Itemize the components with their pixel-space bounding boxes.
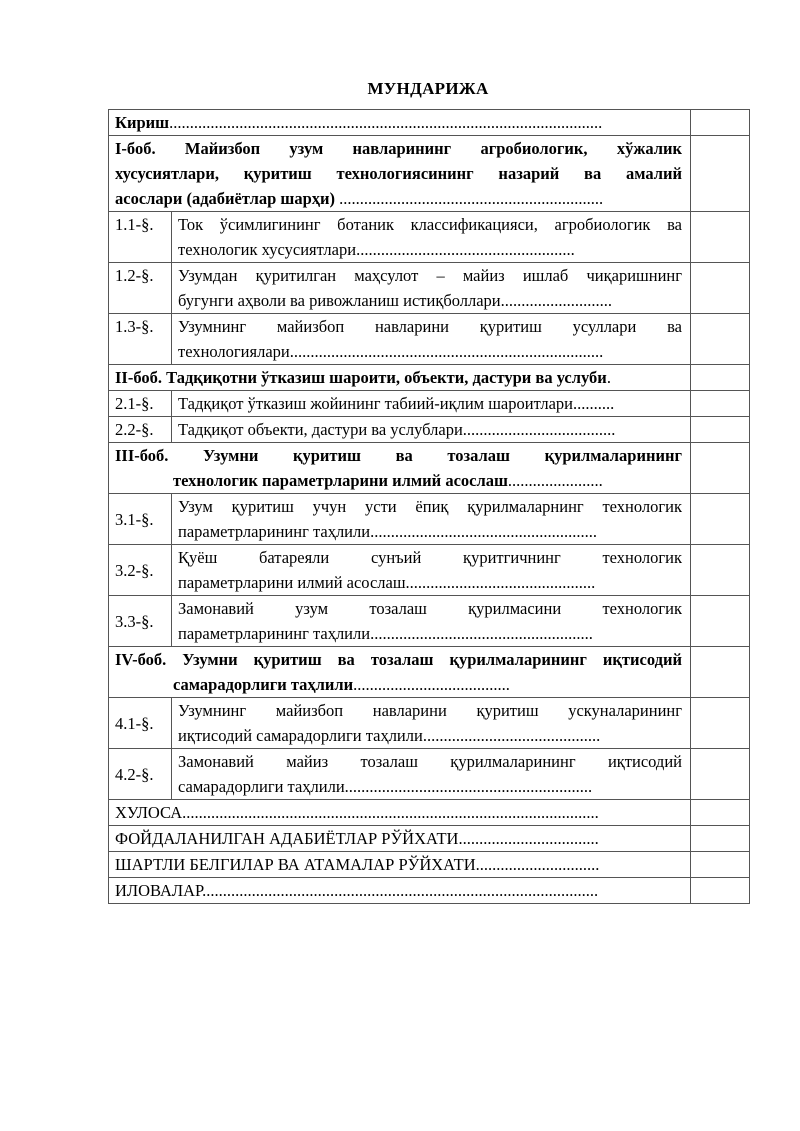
section-number: 3.3-§.	[109, 596, 172, 647]
toc-row-chapter-2	[109, 365, 750, 391]
toc-row-chapter-1	[109, 136, 750, 212]
leader-dots: .......................	[507, 471, 603, 490]
page-number-cell	[691, 136, 750, 212]
page-number-cell	[691, 212, 750, 263]
entry-line: Замонавий узум тозалаш қурилмасини технологик	[178, 599, 682, 618]
leader-dots: ..................................	[458, 829, 599, 848]
page-number-cell	[691, 749, 750, 800]
toc-row-chapter-4	[109, 647, 750, 698]
toc-row-conclusion	[109, 800, 750, 826]
page-number-cell	[691, 391, 750, 417]
page-number-cell	[691, 596, 750, 647]
leader-dots: ............................................................	[344, 777, 593, 796]
toc-entry[interactable]	[172, 212, 691, 263]
toc-entry[interactable]	[109, 443, 691, 494]
leader-dots: .....................................	[462, 420, 616, 439]
section-number: 3.2-§.	[109, 545, 172, 596]
leader-dots: ..............................	[475, 855, 600, 874]
entry-label: ШАРТЛИ БЕЛГИЛАР ВА АТАМАЛАР РЎЙХАТИ	[115, 855, 476, 874]
page-number-cell	[691, 878, 750, 904]
entry-line: параметрларининг таҳлили	[178, 522, 371, 541]
entry-line: Узум қуритиш учун усти ёпиқ қурилмаларнинг технологик	[178, 497, 682, 516]
page-number-cell	[691, 647, 750, 698]
toc-row-chapter-3	[109, 443, 750, 494]
entry-label: ИЛОВАЛАР	[115, 881, 203, 900]
page-number-cell	[691, 263, 750, 314]
toc-entry[interactable]	[172, 417, 691, 443]
entry-line: Тадқиқот ўтказиш жойининг табиий-иқлим шароитлари	[178, 394, 574, 413]
leader-dots: ......................................................	[370, 624, 593, 643]
toc-entry[interactable]	[109, 365, 691, 391]
page-number-cell	[691, 826, 750, 852]
page-number-cell	[691, 110, 750, 136]
toc-entry[interactable]	[109, 878, 691, 904]
entry-line: бугунги аҳволи ва ривожланиш истиқболлари	[178, 291, 501, 310]
page-number-cell	[691, 800, 750, 826]
entry-label: ХУЛОСА	[115, 803, 183, 822]
entry-label: Кириш	[115, 113, 170, 132]
leader-dots: ................................................................	[335, 189, 604, 208]
entry-line: Ток ўсимлигининг ботаник классификацияси, агробиологик ва	[178, 215, 682, 234]
leader-dots: .....................................................................................................	[182, 803, 599, 822]
entry-label: II-боб. Тадқиқотни ўтказиш шароити, объекти, дастури ва услуби	[115, 368, 607, 387]
entry-tail: .	[606, 368, 611, 387]
section-number: 4.2-§.	[109, 749, 172, 800]
entry-line: асослари (адабиётлар шарҳи)	[115, 189, 335, 208]
toc-row-appendices	[109, 878, 750, 904]
section-number: 3.1-§.	[109, 494, 172, 545]
entry-label: ФОЙДАЛАНИЛГАН АДАБИЁТЛАР РЎЙХАТИ	[115, 829, 459, 848]
leader-dots: .....................................................	[356, 240, 575, 259]
toc-row-section-3-1	[109, 494, 750, 545]
toc-entry[interactable]	[172, 314, 691, 365]
toc-row-section-1-1	[109, 212, 750, 263]
toc-row-section-1-2	[109, 263, 750, 314]
leader-dots: ..............................................	[405, 573, 596, 592]
toc-entry[interactable]	[172, 494, 691, 545]
entry-line: Замонавий майиз тозалаш қурилмаларининг иқтисодий	[178, 752, 682, 771]
entry-line: Узумнинг майизбоп навларини қуритиш ускуналарининг	[178, 701, 682, 720]
entry-line: технологик хусусиятлари	[178, 240, 357, 259]
page-number-cell	[691, 545, 750, 596]
entry-line: самарадорлиги таҳлили	[178, 777, 345, 796]
section-number: 1.3-§.	[109, 314, 172, 365]
leader-dots: .........................................................................................................	[169, 113, 603, 132]
section-number: 2.1-§.	[109, 391, 172, 417]
toc-row-intro	[109, 110, 750, 136]
toc-entry[interactable]	[172, 749, 691, 800]
page-number-cell	[691, 852, 750, 878]
toc-entry[interactable]	[109, 800, 691, 826]
entry-line: III-боб. Узумни қуритиш ва тозалаш қурилмаларининг	[115, 446, 682, 465]
entry-line: технологиялари	[178, 342, 290, 361]
entry-line: I-боб. Майизбоп узум навларининг агробиологик, хўжалик	[115, 139, 682, 158]
toc-entry[interactable]	[109, 826, 691, 852]
toc-row-section-2-1	[109, 391, 750, 417]
section-number: 1.1-§.	[109, 212, 172, 263]
page-number-cell	[691, 314, 750, 365]
leader-dots: ..........	[573, 394, 615, 413]
toc-entry[interactable]	[172, 263, 691, 314]
toc-row-section-3-3	[109, 596, 750, 647]
section-number: 4.1-§.	[109, 698, 172, 749]
toc-row-references	[109, 826, 750, 852]
entry-line: Қуёш батареяли сунъий қуритгичнинг технологик	[178, 548, 682, 567]
page-number-cell	[691, 698, 750, 749]
page-number-cell	[691, 443, 750, 494]
toc-row-section-2-2	[109, 417, 750, 443]
entry-line: IV-боб. Узумни қуритиш ва тозалаш қурилмаларининг иқтисодий	[115, 650, 682, 669]
leader-dots: ............................................................................	[289, 342, 604, 361]
leader-dots: ...........................................	[422, 726, 601, 745]
toc-entry[interactable]	[172, 596, 691, 647]
entry-line: технологик параметрларини илмий асослаш	[173, 471, 508, 490]
page-title: МУНДАРИЖА	[367, 79, 489, 98]
section-number: 1.2-§.	[109, 263, 172, 314]
leader-dots: ...........................	[500, 291, 613, 310]
entry-line: хусусиятлари, қуритиш технологиясининг назарий ва амалий	[115, 164, 682, 183]
page-number-cell	[691, 365, 750, 391]
toc-entry[interactable]	[172, 391, 691, 417]
page-number-cell	[691, 417, 750, 443]
toc-entry[interactable]	[109, 136, 691, 212]
section-number: 2.2-§.	[109, 417, 172, 443]
toc-row-abbreviations	[109, 852, 750, 878]
toc-row-section-4-1	[109, 698, 750, 749]
leader-dots: ......................................	[353, 675, 510, 694]
toc-entry[interactable]	[172, 545, 691, 596]
entry-line: Узумдан қуритилган маҳсулот – майиз ишлаб чиқаришнинг	[178, 266, 682, 285]
toc-entry[interactable]	[109, 852, 691, 878]
toc-entry[interactable]	[172, 698, 691, 749]
toc-row-section-3-2	[109, 545, 750, 596]
toc-row-section-1-3	[109, 314, 750, 365]
toc-table	[108, 109, 750, 904]
entry-line: самарадорлиги таҳлили	[173, 675, 354, 694]
entry-line: Узумнинг майизбоп навларини қуритиш усуллари ва	[178, 317, 682, 336]
toc-row-section-4-2	[109, 749, 750, 800]
entry-line: Тадқиқот объекти, дастури ва услублари	[178, 420, 463, 439]
entry-line: параметрларининг таҳлили	[178, 624, 371, 643]
toc-entry[interactable]	[109, 110, 691, 136]
leader-dots: ................................................................................................	[202, 881, 599, 900]
entry-line: иқтисодий самарадорлиги таҳлили	[178, 726, 423, 745]
toc-entry[interactable]	[109, 647, 691, 698]
entry-line: параметрларини илмий асослаш	[178, 573, 406, 592]
leader-dots: .......................................................	[370, 522, 597, 541]
page-number-cell	[691, 494, 750, 545]
